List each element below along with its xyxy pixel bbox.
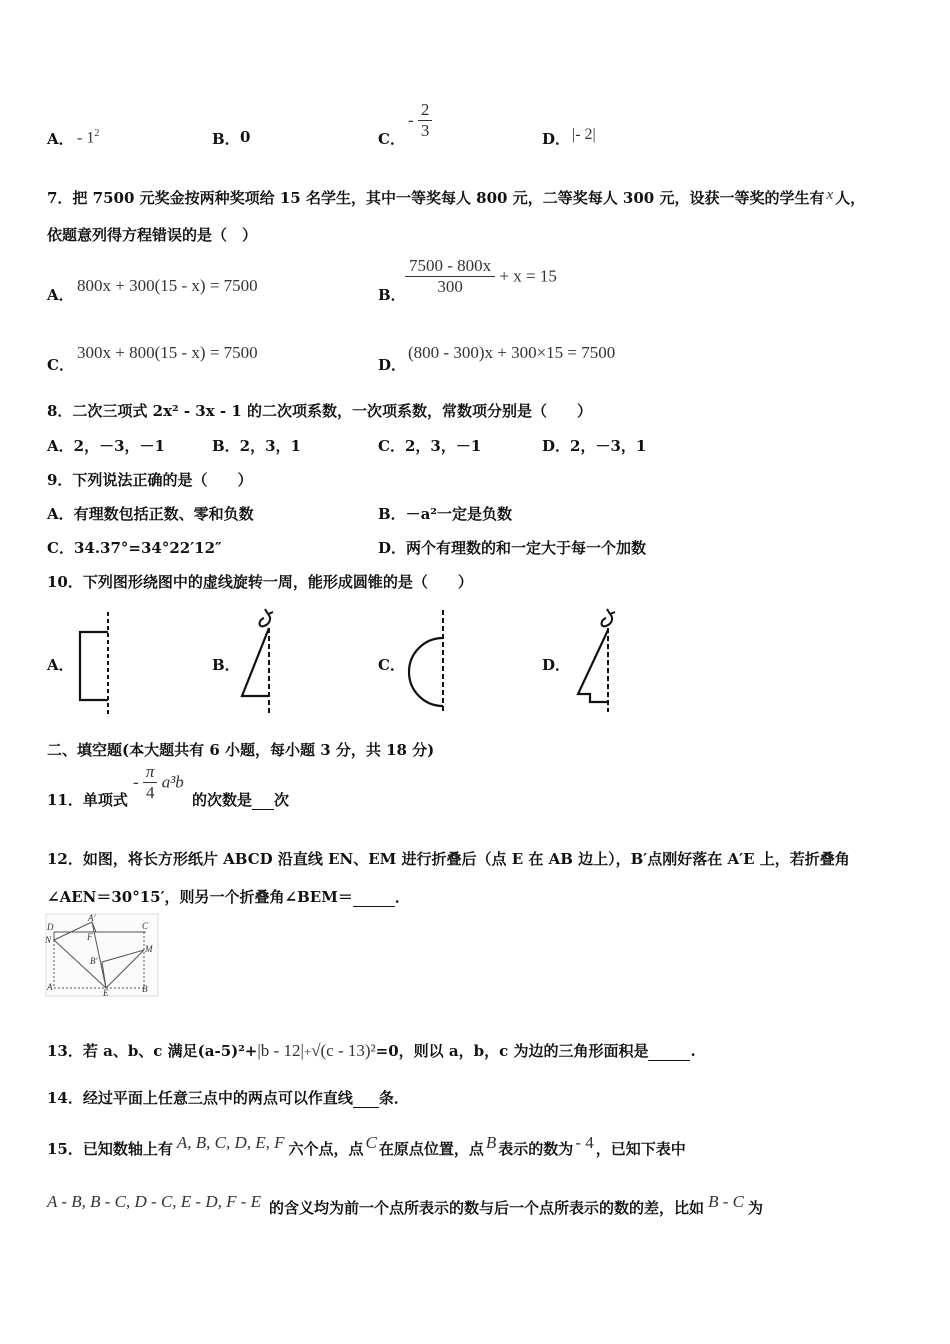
- q12-fig-label-a-prime: A′: [88, 913, 96, 923]
- q7-option-b-eq: $\frac{7500 - 800x}{300}$ + x = 15: [405, 256, 557, 297]
- q7-stem-line1: 7．把 7500 元奖金按两种奖项给 15 名学生，其中一等奖每人 800 元，二等奖每人 300 元，设获一等奖的学生有 x 人，: [47, 187, 866, 207]
- q6-option-c-label: C．: [378, 130, 405, 148]
- q12-fig-label-e: E: [103, 988, 109, 998]
- q6-option-b-value: 0: [240, 128, 251, 146]
- q12-figure: [44, 912, 160, 998]
- q11-answer-blank[interactable]: [252, 809, 274, 810]
- section-2-heading: 二、填空题(本大题共有 6 小题，每小题 3 分，共 18 分): [47, 741, 435, 759]
- q6-option-a-math: - $1^2$: [77, 128, 100, 147]
- q7-stem-line2: 依题意列得方程错误的是（ ）: [47, 226, 258, 244]
- q8-stem: 8．二次三项式 2x² - 3x - 1 的二次项系数，一次项系数，常数项分别是（ ）: [47, 402, 592, 420]
- q10-figure-d: [568, 604, 622, 716]
- q12-fig-label-n: N: [45, 935, 52, 945]
- q7-option-a-label: A．: [47, 286, 74, 304]
- q12-fig-label-d: D: [47, 922, 54, 932]
- q13-sqrt-term: √(c - 13)²: [311, 1041, 376, 1060]
- q12-fig-label-b: B: [142, 984, 148, 994]
- q11-monomial: - $\frac{\pi}{4}$ a³b: [133, 762, 184, 802]
- q7-option-d-label: D．: [378, 356, 407, 374]
- q12-stem-line2: ∠AEN＝30°15′，则另一个折叠角∠BEM＝ ．: [47, 888, 410, 906]
- q13-stem: 13．若 a、b、c 满足(a-5)²+|b - 12|+√(c - 13)²=0，则以 a，b，c 为边的三角形面积是 .: [47, 1041, 696, 1060]
- q10-option-c-label: C．: [378, 656, 405, 674]
- q14-stem: 14．经过平面上任意三点中的两点可以作直线 条．: [47, 1089, 409, 1107]
- q6-option-d-label: D．: [542, 130, 571, 148]
- q15-stem-line2: A - B, B - C, D - C, E - D, F - E 的含义均为前一个点所表示的数与后一个点所表示的数的差，比如 B - C 为: [47, 1192, 763, 1217]
- q14-answer-blank[interactable]: [353, 1107, 379, 1108]
- q8-option-d: D．2，－3，1: [542, 437, 647, 455]
- q15-stem-line1: 15．已知数轴上有 A, B, C, D, E, F 六个点，点 C 在原点位置，点 B 表示的数为 - 4 ，已知下表中: [47, 1133, 686, 1158]
- q10-stem: 10．下列图形绕图中的虚线旋转一周，能形成圆锥的是（ ）: [47, 573, 473, 591]
- q9-option-b: B．－a²一定是负数: [378, 505, 512, 523]
- q8-option-c: C．2，3，－1: [378, 437, 482, 455]
- q7-option-c-eq: 300x + 800(15 - x) = 7500: [77, 343, 258, 362]
- q7-option-c-label: C．: [47, 356, 74, 374]
- q6-option-b-label: B．: [212, 130, 240, 148]
- q10-figure-c: [402, 606, 454, 718]
- q12-fig-label-c: C: [142, 921, 149, 931]
- q10-figure-a: [74, 608, 118, 718]
- q13-abs-term: |b - 12|: [257, 1041, 304, 1060]
- q8-option-b: B．2，3，1: [212, 437, 301, 455]
- q12-fig-label-a: A: [47, 982, 53, 992]
- q10-figure-b: [234, 606, 284, 718]
- q10-option-a-label: A．: [47, 656, 74, 674]
- q9-option-d: D．两个有理数的和一定大于每一个加数: [378, 539, 647, 557]
- q11-post: 的次数是 次: [192, 791, 290, 809]
- q6-option-a-label: A．: [47, 130, 74, 148]
- q9-option-c: C．34.37°=34°22′12″: [47, 539, 222, 557]
- q10-option-b-label: B．: [212, 656, 240, 674]
- q12-fig-label-b-prime: B′: [90, 956, 98, 966]
- q6-option-c-math: - $\frac{2}{3}$: [408, 100, 432, 141]
- q7-option-a-eq: 800x + 300(15 - x) = 7500: [77, 276, 258, 295]
- q9-stem: 9．下列说法正确的是（ ）: [47, 471, 253, 489]
- q13-answer-blank[interactable]: [648, 1060, 690, 1061]
- q7-option-b-label: B．: [378, 286, 406, 304]
- q12-answer-blank[interactable]: [353, 906, 395, 907]
- q12-fig-label-m: M: [145, 944, 153, 954]
- q9-option-a: A．有理数包括正数、零和负数: [47, 505, 254, 523]
- q6-option-d-math: |- 2|: [572, 126, 596, 143]
- q10-option-d-label: D．: [542, 656, 571, 674]
- q12-fig-label-f: F: [87, 932, 93, 942]
- q12-stem-line1: 12．如图，将长方形纸片 ABCD 沿直线 EN、EM 进行折叠后（点 E 在 AB 边上），B′点刚好落在 A′E 上，若折叠角: [47, 850, 850, 868]
- q11-pre: 11．单项式: [47, 791, 128, 809]
- q8-option-a: A．2，－3，－1: [47, 437, 165, 455]
- q7-option-d-eq: (800 - 300)x + 300×15 = 7500: [408, 343, 616, 362]
